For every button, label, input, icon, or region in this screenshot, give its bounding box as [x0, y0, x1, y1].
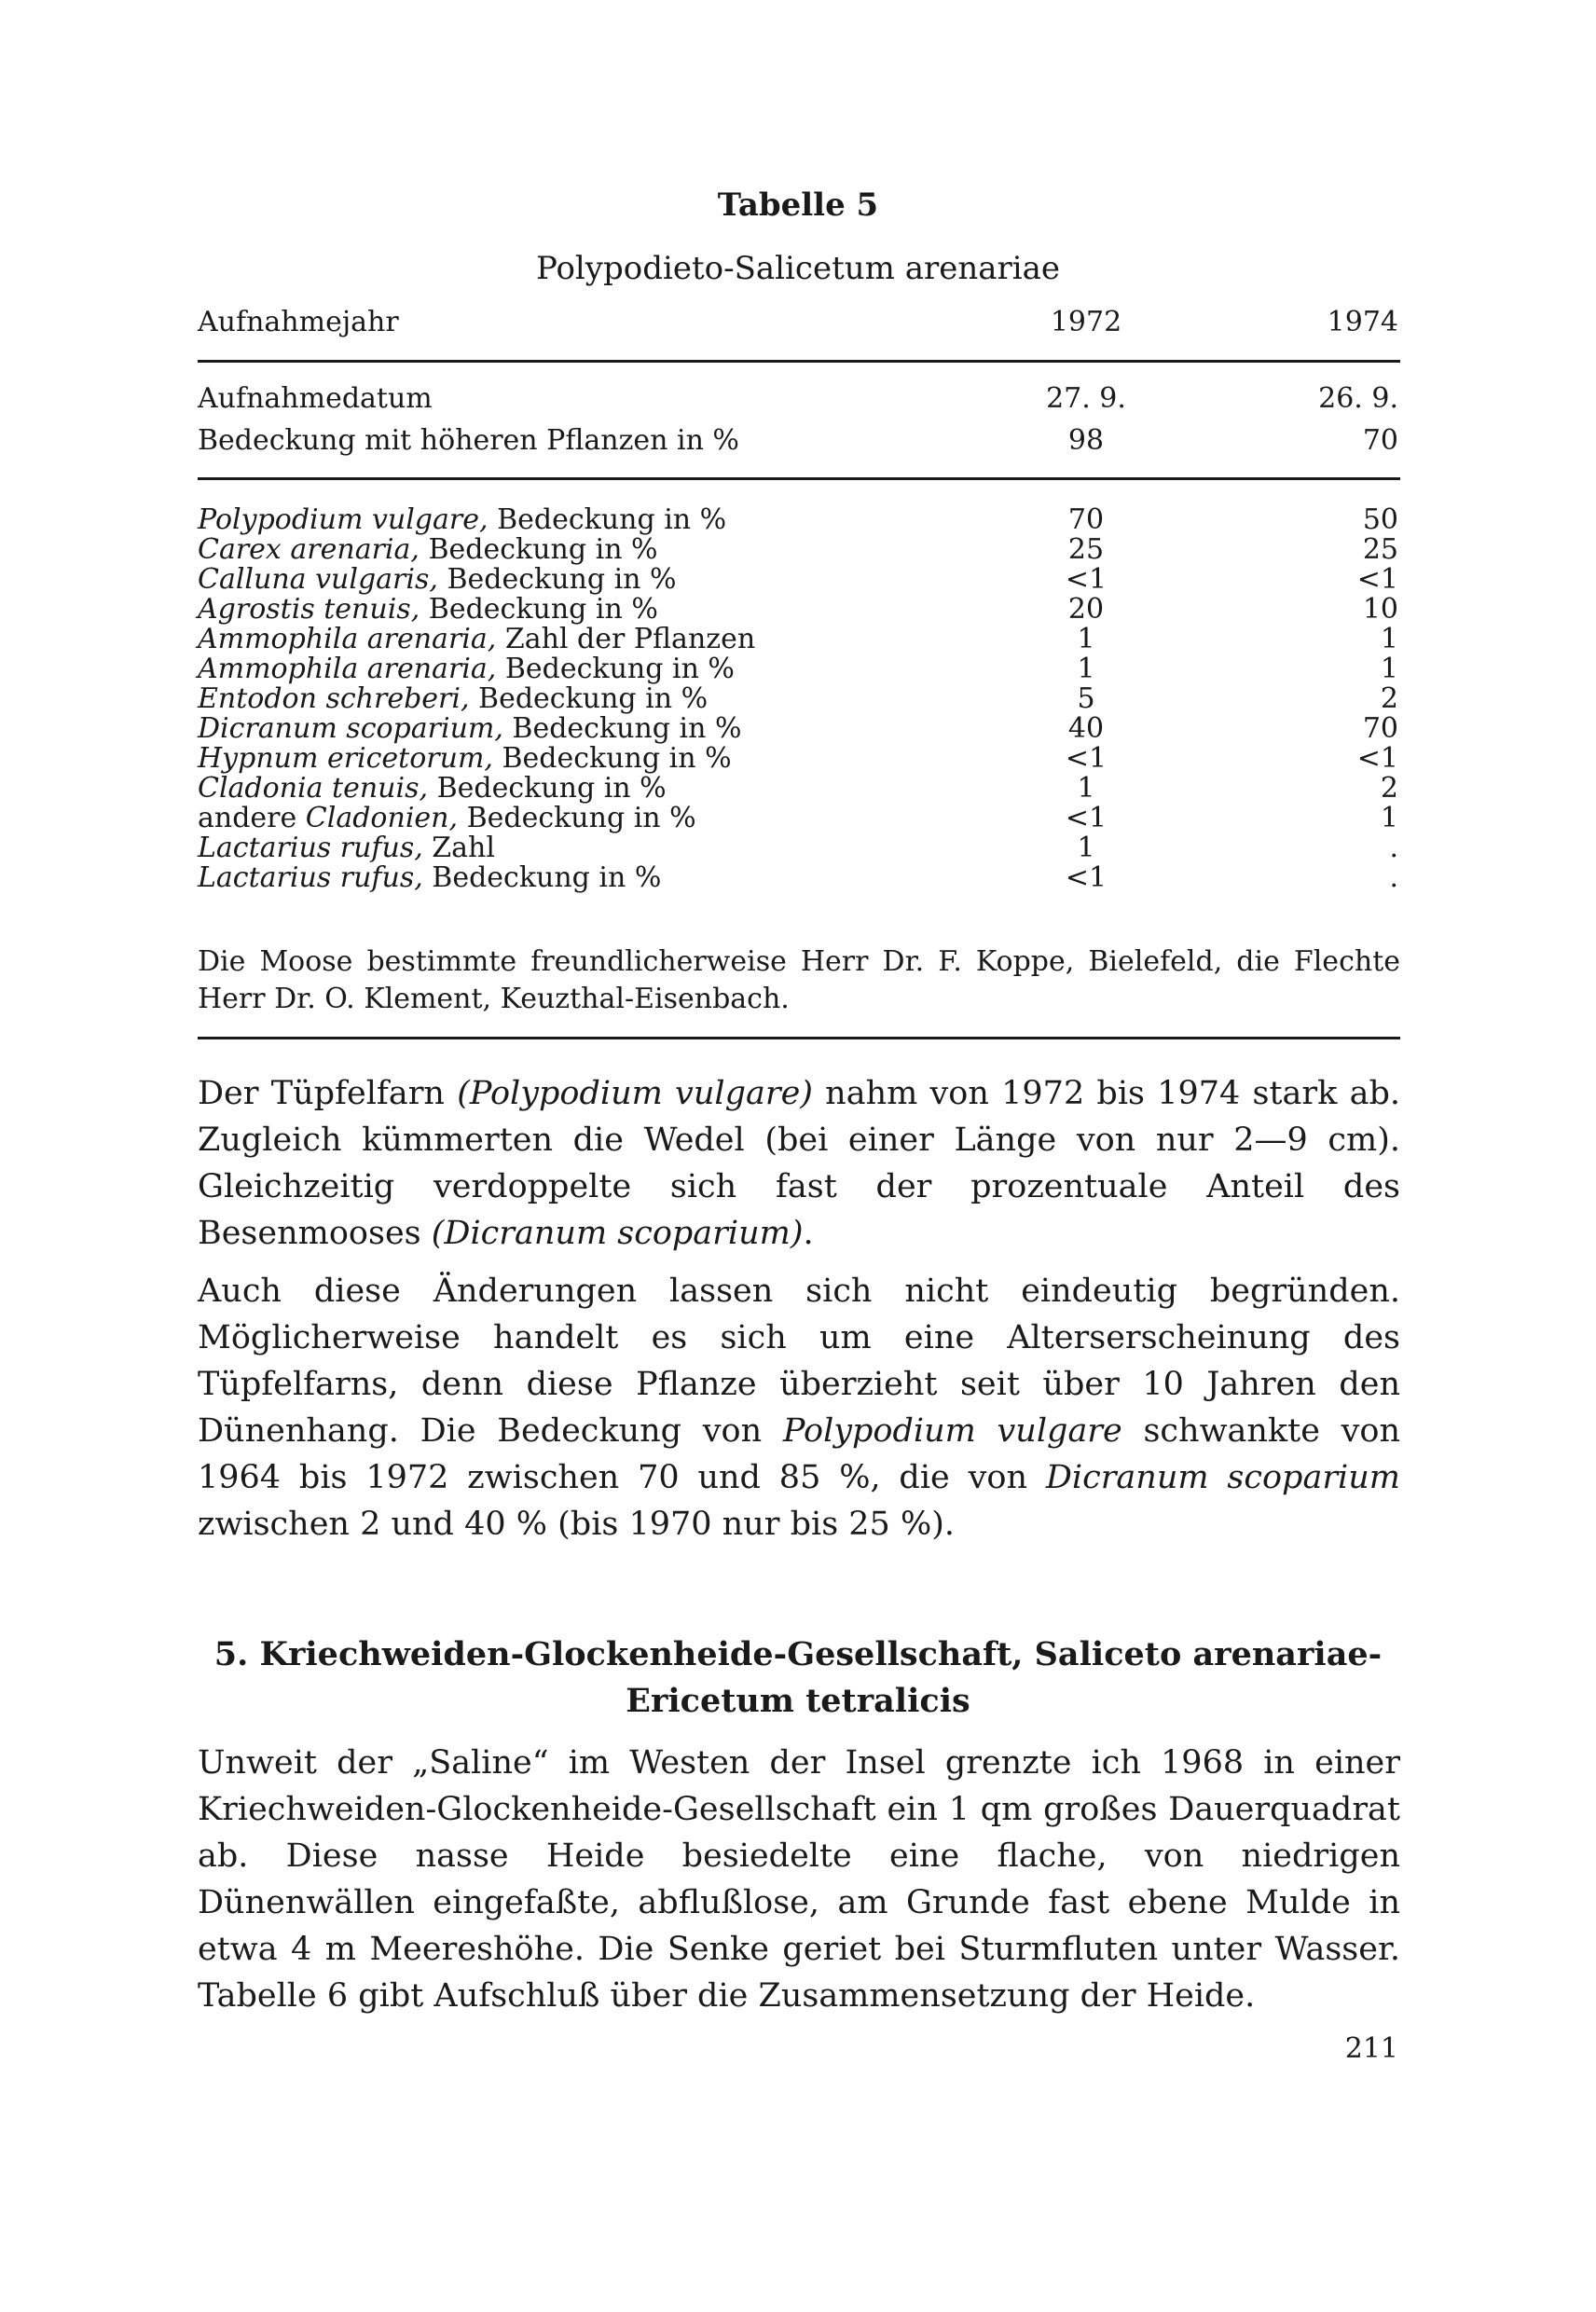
species-name: Agrostis tenuis,: [198, 593, 420, 626]
value-1974: <1: [1356, 742, 1398, 775]
value-1972: 1: [1077, 772, 1095, 805]
value-1974: 1: [1380, 653, 1398, 685]
row-label: Calluna vulgaris, Bedeckung in %: [198, 563, 677, 596]
table-row: [0, 654, 1596, 684]
italic-term: (Polypodium vulgare): [457, 1075, 813, 1112]
value-1974: 50: [1362, 503, 1398, 536]
table-row: [0, 833, 1596, 863]
row-label: Entodon schreberi, Bedeckung in %: [198, 682, 709, 715]
table-row: [0, 804, 1596, 833]
species-name: Polypodium vulgare,: [198, 503, 488, 536]
row-label: Agrostis tenuis, Bedeckung in %: [198, 593, 658, 626]
table-row: [0, 774, 1596, 804]
species-name: Hypnum ericetorum,: [198, 742, 493, 775]
species-name: Cladonien,: [305, 802, 459, 834]
row-label: Ammophila arenaria, Bedeckung in %: [198, 653, 735, 685]
value-1972: 40: [1067, 712, 1105, 745]
species-name: Ammophila arenaria,: [198, 653, 497, 685]
section-paragraph: Unweit der „Saline“ im Westen der Insel grenzte ich 1968 in einer Kriechweiden-Glockenheide-Gesellschaft ein 1 qm großes Dauerquadrat ab. Diese nasse Heide besiedelte eine flache, von niedrigen Dünenwällen eingefaßte, abflußlose, am Grunde fast ebene Mulde in etwa 4 m Meereshöhe. Die Senke geriet bei Sturmfluten unter Wasser. Tabelle 6 gibt Aufschluß über die Zusammensetzung der Heide.: [198, 1744, 1400, 2015]
table-row: [0, 863, 1596, 893]
table-subtitle: Polypodieto-Salicetum arenariae: [535, 250, 1061, 287]
page-number: 211: [1344, 2032, 1398, 2065]
value-1974: 10: [1362, 593, 1398, 626]
date-1972: 27. 9.: [1046, 382, 1126, 415]
species-name: Entodon schreberi,: [198, 682, 470, 715]
value-1974: 70: [1362, 712, 1398, 745]
value-1972: 25: [1067, 533, 1105, 566]
italic-term: (Dicranum scoparium): [431, 1215, 804, 1252]
italic-term: Dicranum scoparium: [1045, 1459, 1400, 1496]
cover-label: Bedeckung mit höheren Pflanzen in %: [198, 424, 739, 457]
value-1972: 1: [1077, 653, 1095, 685]
row-label: Ammophila arenaria, Zahl der Pflanzen: [198, 623, 756, 655]
section-heading: [0, 1631, 1596, 1725]
header-year-1974: 1974: [1327, 306, 1398, 338]
value-1972: 20: [1067, 593, 1105, 626]
value-1972: <1: [1065, 563, 1108, 596]
value-1974: 25: [1362, 533, 1398, 566]
table-row: [0, 684, 1596, 714]
row-label: Lactarius rufus, Bedeckung in %: [198, 861, 662, 894]
value-1974: 1: [1380, 623, 1398, 655]
value-1974: 1: [1380, 802, 1398, 834]
species-name: Lactarius rufus,: [198, 861, 423, 894]
species-name: Ammophila arenaria,: [198, 623, 497, 655]
table-row: [0, 505, 1596, 535]
table-row: [0, 535, 1596, 565]
section-heading-line-2: Ericetum tetralicis: [626, 1682, 970, 1720]
value-1972: 1: [1077, 832, 1095, 864]
table-rule-middle: [198, 477, 1400, 480]
species-name: Calluna vulgaris,: [198, 563, 438, 596]
table-row: [0, 744, 1596, 774]
row-label: andere Cladonien, Bedeckung in %: [198, 802, 696, 834]
table-row: [0, 565, 1596, 595]
value-1972: <1: [1065, 742, 1108, 775]
section-heading-line-1: 5. Kriechweiden-Glockenheide-Gesellschaft, Saliceto arenariae-: [213, 1635, 1383, 1673]
row-label: Lactarius rufus, Zahl: [198, 832, 495, 864]
paragraph-2: Auch diese Änderungen lassen sich nicht eindeutig begründen. Möglicherweise handelt es sich um eine Alterserscheinung des Tüpfelfarns, denn diese Pflanze überzieht seit über 10 Jahren den Dünenhang. Die Bedeckung von Polypodium vulgare schwankte von 1964 bis 1972 zwischen 70 und 85 %, die von Dicranum scoparium zwischen 2 und 40 % (bis 1970 nur bis 25 %).: [198, 1273, 1400, 1543]
value-1972: 5: [1077, 682, 1095, 715]
table-row: [0, 595, 1596, 625]
value-1974: 2: [1380, 772, 1398, 805]
cover-1972: 98: [1067, 424, 1105, 457]
species-name: Carex arenaria,: [198, 533, 420, 566]
date-1974: 26. 9.: [1318, 382, 1398, 415]
species-name: Lactarius rufus,: [198, 832, 423, 864]
row-label: Carex arenaria, Bedeckung in %: [198, 533, 658, 566]
date-label: Aufnahmedatum: [198, 382, 433, 415]
value-1974: <1: [1356, 563, 1398, 596]
species-name: Cladonia tenuis,: [198, 772, 429, 805]
row-label: Dicranum scoparium, Bedeckung in %: [198, 712, 742, 745]
paragraph-1: Der Tüpfelfarn (Polypodium vulgare) nahm von 1972 bis 1974 stark ab. Zugleich kümmerten die Wedel (bei einer Länge von nur 2—9 cm). Gleichzeitig verdoppelte sich fast der prozentuale Anteil des Besenmooses (Dicranum scoparium).: [198, 1075, 1400, 1252]
table-rule-bottom: [198, 1037, 1400, 1039]
value-1974: 2: [1380, 682, 1398, 715]
species-name: Dicranum scoparium,: [198, 712, 503, 745]
table-title: Tabelle 5: [717, 186, 879, 224]
value-1972: 70: [1067, 503, 1105, 536]
table-footnote: Die Moose bestimmte freundlicherweise Herr Dr. F. Koppe, Bielefeld, die Flechte Herr Dr. O. Klement, Keuzthal-Eisenbach.: [198, 945, 1400, 1015]
value-1972: 1: [1077, 623, 1095, 655]
table-row: [0, 625, 1596, 654]
value-1974: .: [1389, 861, 1398, 894]
table-row: [0, 714, 1596, 744]
row-label: Hypnum ericetorum, Bedeckung in %: [198, 742, 732, 775]
value-1972: <1: [1065, 802, 1108, 834]
cover-1974: 70: [1362, 424, 1398, 457]
italic-term: Polypodium vulgare: [782, 1412, 1122, 1450]
header-label: Aufnahmejahr: [198, 306, 399, 338]
value-1974: .: [1389, 832, 1398, 864]
table-rule-top: [198, 360, 1400, 363]
value-1972: <1: [1065, 861, 1108, 894]
header-year-1972: 1972: [1050, 306, 1122, 338]
row-label: Cladonia tenuis, Bedeckung in %: [198, 772, 667, 805]
row-label: Polypodium vulgare, Bedeckung in %: [198, 503, 727, 536]
